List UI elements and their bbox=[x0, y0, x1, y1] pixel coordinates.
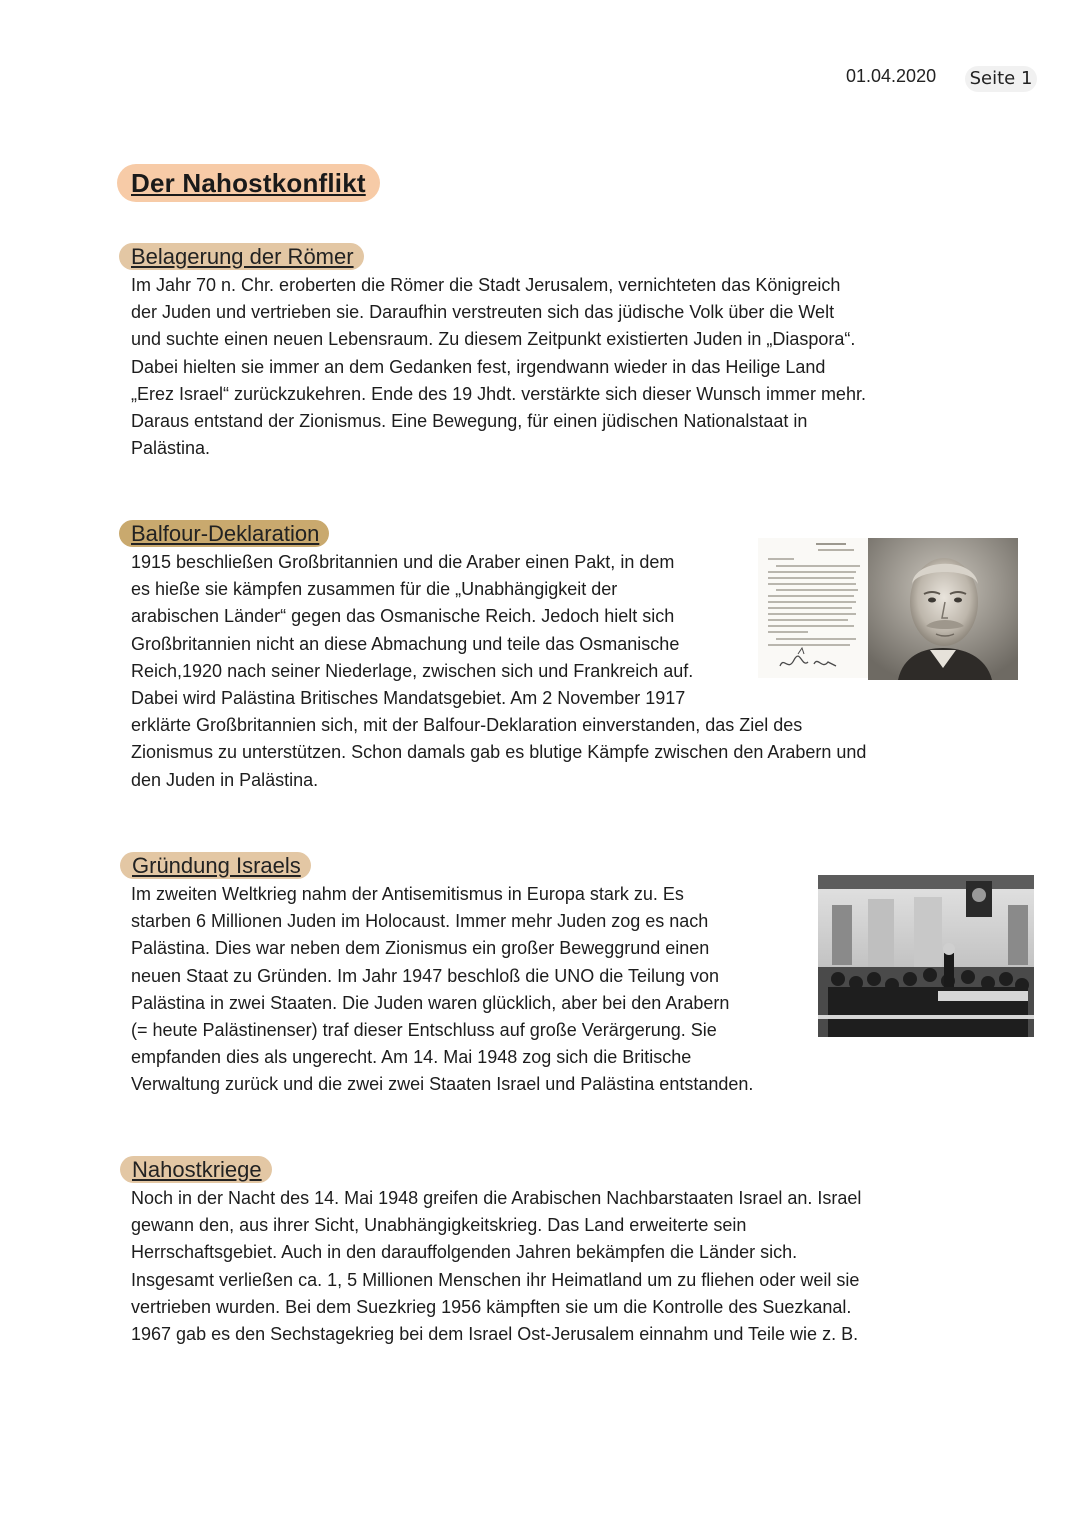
section-heading-text: Balfour-Deklaration bbox=[131, 520, 320, 546]
balfour-letter-image bbox=[758, 538, 868, 678]
text-line: Zionismus zu unterstützen. Schon damals gab es blutige Kämpfe zwischen den Arabern und bbox=[131, 742, 867, 763]
section-heading-nahostkriege bbox=[120, 1156, 272, 1183]
text-line: es hieße sie kämpfen zusammen für die „Unabhängigkeit der bbox=[131, 579, 618, 600]
text-line: vertrieben wurden. Bei dem Suezkrieg 1956 kämpften sie um die Kontrolle des Suezkanal. bbox=[131, 1296, 852, 1317]
text-line: Verwaltung zurück und die zwei zwei Staaten Israel und Palästina entstanden. bbox=[131, 1074, 754, 1095]
text-line: empfanden dies als ungerecht. Am 14. Mai 1948 zog sich die Britische bbox=[131, 1047, 692, 1068]
text-line: Palästina in zwei Staaten. Die Juden waren glücklich, aber bei den Arabern bbox=[131, 992, 730, 1013]
section-heading-balfour bbox=[119, 520, 329, 547]
text-line: Dabei wird Palästina Britisches Mandatsgebiet. Am 2 November 1917 bbox=[131, 688, 686, 709]
photo-graphic bbox=[818, 875, 1034, 1037]
balfour-portrait-image bbox=[868, 538, 1018, 680]
title-highlight bbox=[117, 164, 380, 202]
portrait-graphic bbox=[868, 538, 1018, 680]
text-line: erklärte Großbritannien sich, mit der Balfour-Deklaration einverstanden, das Ziel des bbox=[131, 715, 803, 736]
text-line: Großbritannien nicht an diese Abmachung und teile das Osmanische bbox=[131, 633, 680, 654]
text-line: „Erez Israel“ zurückzukehren. Ende des 19 Jhdt. verstärkte sich dieser Wunsch immer mehr. bbox=[131, 383, 866, 404]
text-line: der Juden und vertrieben sie. Daraufhin verstreuten sich das jüdische Volk über die Welt bbox=[131, 302, 835, 323]
text-line: Palästina. bbox=[131, 438, 211, 459]
section-heading-text: Gründung Israels bbox=[132, 852, 301, 878]
section-paragraph-nahostkriege bbox=[131, 1185, 861, 1348]
text-line: Herrschaftsgebiet. Auch in den darauffolgenden Jahren bekämpfen die Länder sich. bbox=[131, 1242, 798, 1263]
text-line: Reich,1920 nach seiner Niederlage, zwischen sich und Frankreich auf. bbox=[131, 660, 694, 681]
text-line: starben 6 Millionen Juden im Holocaust. Immer mehr Juden zog es nach bbox=[131, 911, 709, 932]
section-heading-text: Nahostkriege bbox=[132, 1156, 262, 1182]
section-paragraph-gruendung bbox=[131, 881, 753, 1099]
page-title: Der Nahostkonflikt bbox=[131, 167, 366, 198]
text-line: Insgesamt verließen ca. 1, 5 Millionen Menschen ihr Heimatland um zu fliehen oder weil sie bbox=[131, 1269, 860, 1290]
section-heading-text: Belagerung der Römer bbox=[131, 243, 354, 269]
text-line: gewann den, aus ihrer Sicht, Unabhängigkeitskrieg. Das Land erweiterte sein bbox=[131, 1215, 747, 1236]
text-line: neuen Staat zu Gründen. Im Jahr 1947 beschloß die UNO die Teilung von bbox=[131, 965, 720, 986]
text-line: 1967 gab es den Sechstagekrieg bei dem Israel Ost-Jerusalem einnahm und Teile wie z. B. bbox=[131, 1324, 859, 1345]
text-line: Daraus entstand der Zionismus. Eine Bewegung, für einen jüdischen Nationalstaat in bbox=[131, 411, 808, 432]
text-line: Im zweiten Weltkrieg nahm der Antisemitismus in Europa stark zu. Es bbox=[131, 884, 684, 904]
section-paragraph-balfour bbox=[131, 549, 866, 794]
document-date: 01.04.2020 bbox=[846, 66, 937, 86]
text-line: Dabei hielten sie immer an dem Gedanken fest, irgendwann wieder in das Heilige Land bbox=[131, 356, 826, 377]
text-line: Im Jahr 70 n. Chr. eroberten die Römer die Stadt Jerusalem, vernichteten das Königreich bbox=[131, 275, 841, 295]
letter-graphic bbox=[758, 538, 868, 678]
text-line: Noch in der Nacht des 14. Mai 1948 greifen die Arabischen Nachbarstaaten Israel an. Israel bbox=[131, 1188, 862, 1208]
text-line: (= heute Palästinenser) traf dieser Entschluss auf große Verärgerung. Sie bbox=[131, 1020, 717, 1041]
text-line: Palästina. Dies war neben dem Zionismus ein großer Beweggrund einen bbox=[131, 938, 710, 959]
page-number-badge: Seite 1 bbox=[965, 66, 1037, 92]
israel-founding-photo bbox=[818, 875, 1034, 1037]
text-line: 1915 beschließen Großbritannien und die Araber einen Pakt, in dem bbox=[131, 552, 675, 572]
section-heading-gruendung bbox=[120, 852, 311, 879]
section-paragraph-belagerung bbox=[131, 272, 866, 462]
text-line: arabischen Länder“ gegen das Osmanische Reich. Jedoch hielt sich bbox=[131, 606, 675, 627]
text-line: und suchte einen neuen Lebensraum. Zu diesem Zeitpunkt existierten Juden in „Diaspora“. bbox=[131, 329, 856, 350]
section-heading-belagerung bbox=[119, 243, 364, 270]
text-line: den Juden in Palästina. bbox=[131, 769, 319, 790]
